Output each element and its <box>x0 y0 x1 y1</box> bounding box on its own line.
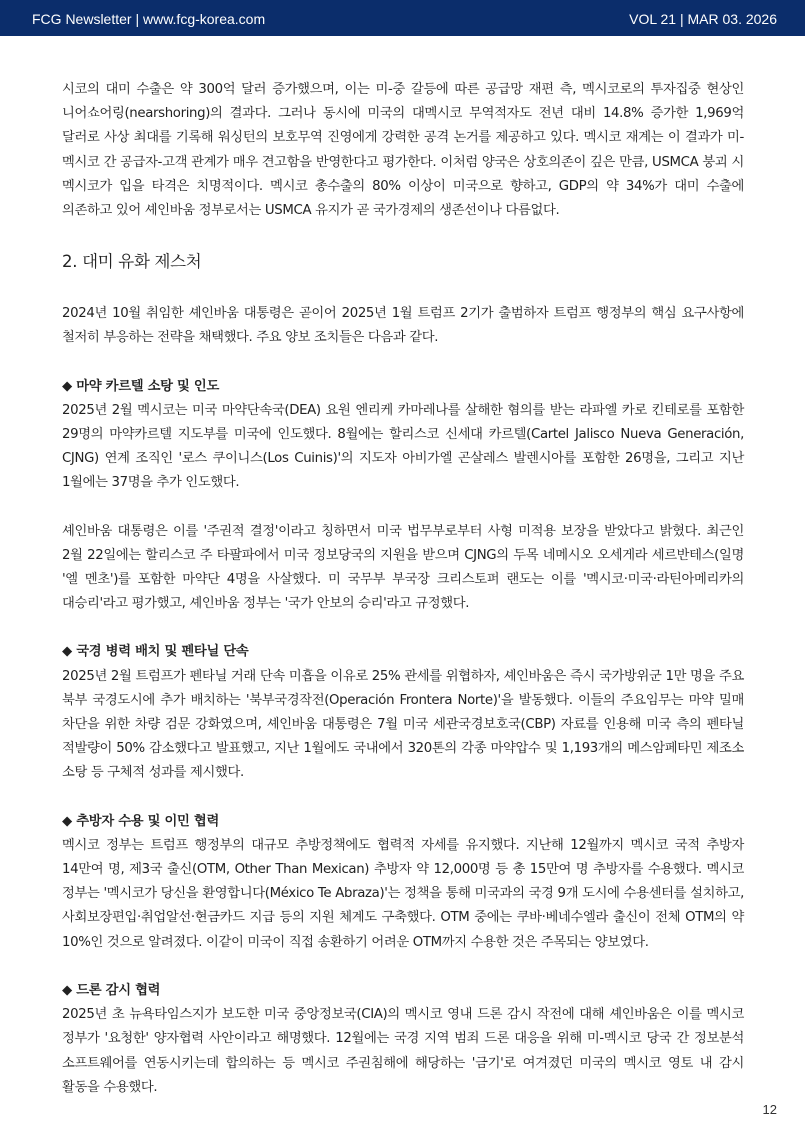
item-paragraph-deportees: 멕시코 정부는 트럼프 행정부의 대규모 추방정책에도 협력적 자세를 유지했다. 지난해 12월까지 멕시코 국적 추방자 14만여 명, 제3국 출신(OTM, Other Than Mexican) 추방자 약 12,000명 등 총 15만여 명 추방자를 수용했다. 멕시코 정부는 '멕시코가 당신을 환영합니다(México Te Abraza)'는 정책을 통해 미국과의 국경 9개 도시에 수용센터를 설치하고, 사회보장편입·취업알선·현금카드 지급 등의 지원 체계도 구축했다. OTM 중에는 쿠바·베네수엘라 출신이 전체 OTM의 약 10%인 것으로 알려졌다. 이같이 미국이 직접 송환하기 어려운 OTM까지 수용한 것은 주목되는 양보였다. <box>62 837 744 950</box>
item-heading-drone: ◆ 드론 감시 협력 <box>62 982 161 998</box>
item-heading-border: ◆ 국경 병력 배치 및 펜타닐 단속 <box>62 644 249 660</box>
section-lead: 2024년 10월 취임한 셰인바움 대통령은 곧이어 2025년 1월 트럼프 2기가 출범하자 트럼프 행정부의 핵심 요구사항에 철저히 부응하는 전략을 채택했다. 주요 양보 조치들은 다음과 같다. <box>62 306 744 346</box>
spacer <box>62 616 744 640</box>
item-paragraph-cartel-1: 2025년 2월 멕시코는 미국 마약단속국(DEA) 요원 엔리케 카마레나를 살해한 혐의를 받는 라파엘 카로 킨테로를 포함한 29명의 마약카르텔 지도부를 미국에 인도했다. 8월에는 할리스코 신세대 카르텔(Cartel Jalisco Nueva Generación, CJNG) 연계 조직인 '로스 쿠이니스(Los Cuinis)'의 지도자 아비가엘 곤살레스 발렌시아를 포함한 26명을, 그리고 지난 1월에는 37명을 추가 인도했다. <box>62 402 744 491</box>
newsletter-header <box>0 0 805 36</box>
page-number: 12 <box>762 1102 777 1117</box>
header-issue: VOL 21 | MAR 03. 2026 <box>629 11 777 27</box>
spacer <box>62 496 744 520</box>
intro-paragraph: 시코의 대미 수출은 약 300억 달러 증가했으며, 이는 미-중 갈등에 따른 공급망 재편 측, 멕시코로의 투자집중 현상인 니어쇼어링(nearshoring)의 결과다. 그러나 동시에 미국의 대멕시코 무역적자도 전년 대비 14.8% 증가한 1,969억 달러로 사상 최대를 기록해 워싱턴의 보호무역 진영에게 강력한 공격 논거를 제공하고 있다. 멕시코 재계는 이 결과가 미-멕시코 간 공급자-고객 관계가 매우 견고함을 반영한다고 평가한다. 이처럼 양국은 상호의존이 깊은 만큼, USMCA 붕괴 시 멕시코가 입을 타격은 치명적이다. 멕시코 총수출의 80% 이상이 미국으로 향하고, GDP의 약 34%가 대미 수출에 의존하고 있어 셰인바움 정부로서는 USMCA 유지가 곧 국가경제의 생존선이나 다름없다. <box>62 82 744 219</box>
item-paragraph-cartel-2: 셰인바움 대통령은 이를 '주권적 결정'이라고 칭하면서 미국 법무부로부터 사형 미적용 보장을 받았다고 밝혔다. 최근인 2월 22일에는 할리스코 주 타팔파에서 미국 정보당국의 지원을 받으며 CJNG의 두목 네메시오 오세게라 세르반테스(일명 '엘 멘초')를 포함한 마약단 4명을 사살했다. 미 국무부 부국장 크리스토퍼 랜도는 이를 '멕시코·미국·라틴아메리카의 대승리'라고 평가했고, 셰인바움 정부는 '국가 안보의 승리'라고 규정했다. <box>62 523 744 612</box>
article-body <box>62 78 744 1100</box>
section-title: 2. 대미 유화 제스처 <box>62 252 202 272</box>
item-paragraph-border: 2025년 2월 트럼프가 펜타닐 거래 단속 미흡을 이유로 25% 관세를 위협하자, 셰인바움은 즉시 국가방위군 1만 명을 주요 북부 국경도시에 추가 배치하는 '북부국경작전(Operación Frontera Norte)'을 발동했다. 이들의 주요임무는 마약 밀매 차단을 위한 차량 검문 강화였으며, 셰인바움 대통령은 7월 미국 세관국경보호국(CBP) 자료를 인용해 미국 측의 펜타닐 적발량이 50% 감소했다고 발표했고, 지난 1월에도 국내에서 320톤의 각종 마약압수 및 1,193개의 메스암페타민 제조소 소탕 등 구체적 성과를 제시했다. <box>62 668 744 781</box>
spacer <box>62 351 744 375</box>
item-heading-deportees: ◆ 추방자 수용 및 이민 협력 <box>62 813 220 829</box>
item-paragraph-drone: 2025년 초 뉴욕타임스지가 보도한 미국 중앙정보국(CIA)의 멕시코 영내 드론 감시 작전에 대해 셰인바움은 이를 멕시코 정부가 '요청한' 양자협력 사안이라고 해명했다. 12월에는 국경 지역 범죄 드론 대응을 위해 미-멕시코 당국 간 정보분석 소프트웨어를 연동시키는데 합의하는 등 멕시코 주권침해에 해당하는 '금기'로 여겨졌던 미국의 멕시코 영토 내 감시 활동을 수용했다. <box>62 1007 744 1095</box>
spacer <box>62 955 744 979</box>
item-heading-cartel: ◆ 마약 카르텔 소탕 및 인도 <box>62 378 220 394</box>
header-site: FCG Newsletter | www.fcg-korea.com <box>32 11 266 27</box>
spacer <box>62 786 744 810</box>
